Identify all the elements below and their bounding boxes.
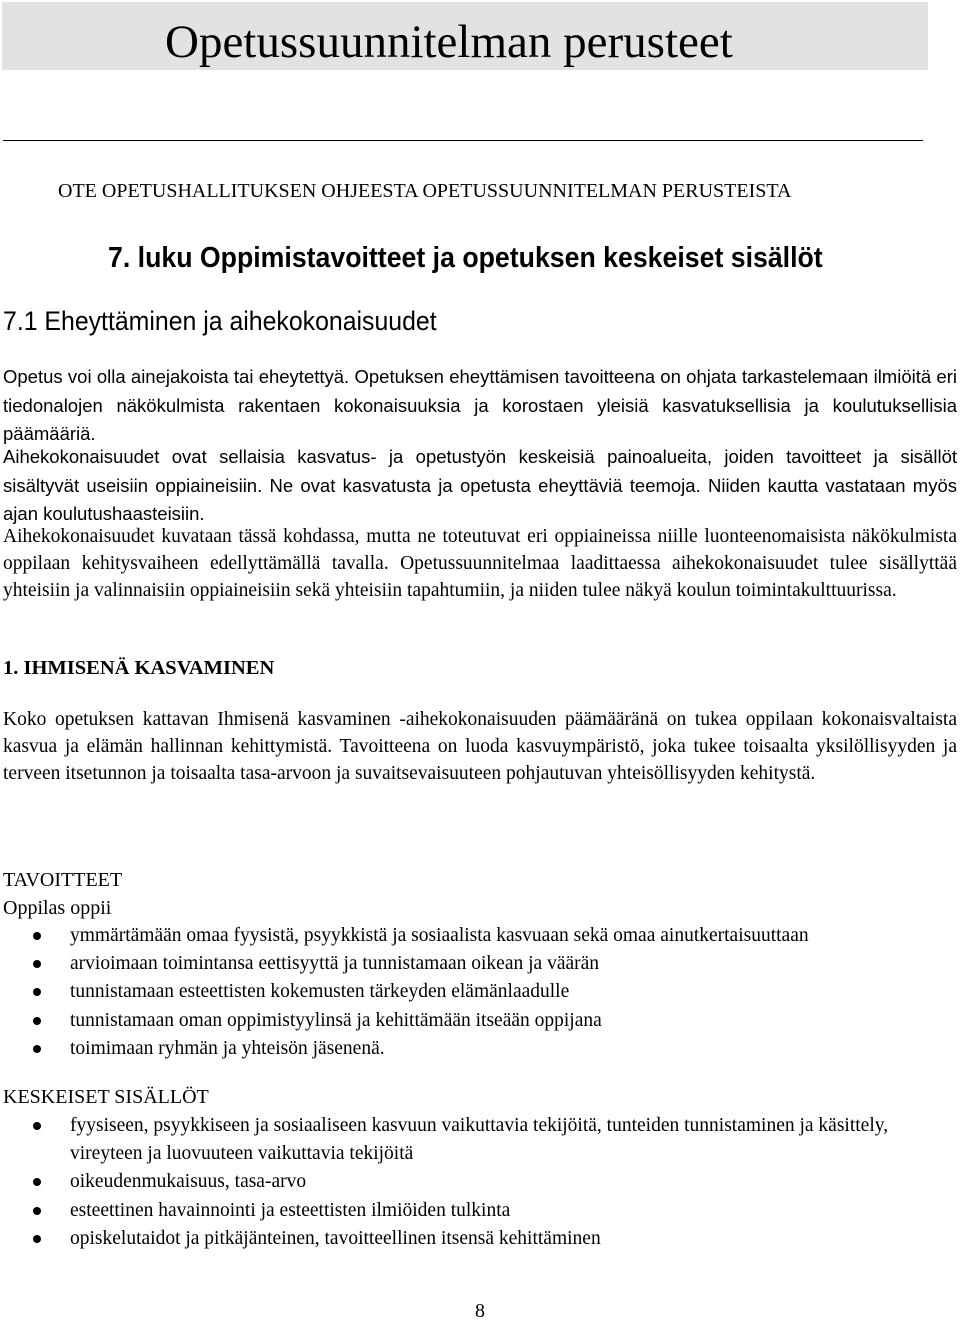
- list-item: ymmärtämään omaa fyysistä, psyykkistä ja sosiaalista kasvuaan sekä omaa ainutkertaisuuttaan: [0, 922, 960, 950]
- list-item: opiskelutaidot ja pitkäjänteinen, tavoitteellinen itsensä kehittäminen: [0, 1225, 960, 1253]
- bullet-icon: [33, 1017, 41, 1025]
- bullet-icon: [33, 1122, 41, 1130]
- list-item: arvioimaan toimintansa eettisyyttä ja tunnistamaan oikean ja väärän: [0, 950, 960, 978]
- goals-intro: Oppilas oppii: [3, 897, 112, 919]
- intro-paragraph-2: Aihekokonaisuudet ovat sellaisia kasvatus- ja opetustyön keskeisiä painoalueita, joiden tavoitteet ja sisällöt sisältyvät useisiin oppiaineisiin. Ne ovat kasvatusta ja opetusta eheyttäviä teemoja. Niiden kautta vastataan myös ajan koulutushaasteisiin.: [3, 446, 957, 524]
- bullet-icon: [33, 960, 41, 968]
- contents-heading: KESKEISET SISÄLLÖT: [3, 1086, 209, 1108]
- goals-list: [0, 922, 960, 1063]
- section-title: 7.1 Eheyttäminen ja aihekokonaisuudet: [3, 306, 437, 336]
- list-item: tunnistamaan oman oppimistyylinsä ja kehittämään itseään oppijana: [0, 1007, 960, 1035]
- goals-heading: TAVOITTEET: [3, 869, 123, 891]
- theme-heading: 1. IHMISENÄ KASVAMINEN: [3, 657, 275, 679]
- list-item: tunnistamaan esteettisten kokemusten tärkeyden elämänlaadulle: [0, 978, 960, 1006]
- header-band: [2, 2, 928, 70]
- horizontal-rule: [3, 140, 923, 141]
- bullet-icon: [33, 1045, 41, 1053]
- bullet-icon: [33, 1207, 41, 1215]
- intro-paragraph-1: Opetus voi olla ainejakoista tai eheytettyä. Opetuksen eheyttämisen tavoitteena on ohjata tarkastelemaan ilmiöitä eri tiedonalojen näkökulmista rakentaen kokonaisuuksia ja korostaen yleisiä kasvatuksellisia ja koulutuksellisia päämääriä.: [3, 366, 957, 444]
- document-title: Opetussuunnitelman perusteet: [165, 16, 733, 68]
- body-paragraph: Aihekokonaisuudet kuvataan tässä kohdassa, mutta ne toteutuvat eri oppiaineissa niille luonteenomaisista näkökulmista oppilaan kehitysvaiheen edellyttämällä tavalla. Opetussuunnitelmaa laadittaessa aihekokonaisuudet tulee sisällyttää yhteisiin ja valinnaisiin oppiaineisiin sekä yhteisiin tapahtumiin, ja niiden tulee näkyä koulun toimintakulttuurissa.: [3, 526, 957, 601]
- chapter-title: 7. luku Oppimistavoitteet ja opetuksen keskeiset sisällöt: [108, 242, 823, 274]
- bullet-icon: [33, 1178, 41, 1186]
- list-item: esteettinen havainnointi ja esteettisten ilmiöiden tulkinta: [0, 1197, 960, 1225]
- bullet-icon: [33, 988, 41, 996]
- contents-list: [0, 1112, 960, 1253]
- theme-paragraph: Koko opetuksen kattavan Ihmisenä kasvaminen -aihekokonaisuuden päämääränä on tukea oppilaan kokonaisvaltaista kasvua ja elämän hallinnan kehittymistä. Tavoitteena on luoda kasvuympäristö, joka tukee toisaalta yksilöllisyyden ja terveen itsetunnon ja toisaalta tasa-arvoon ja suvaitsevaisuuteen pohjautuvan yhteisöllisyyden kehitystä.: [3, 709, 957, 784]
- bullet-icon: [33, 1235, 41, 1243]
- excerpt-line: OTE OPETUSHALLITUKSEN OHJEESTA OPETUSSUUNNITELMAN PERUSTEISTA: [58, 180, 792, 202]
- bullet-icon: [33, 932, 41, 940]
- list-item: fyysiseen, psyykkiseen ja sosiaaliseen kasvuun vaikuttavia tekijöitä, tunteiden tunnistaminen ja käsittely, vireyteen ja luovuuteen vaikuttavia tekijöitä: [0, 1112, 960, 1168]
- list-item: toimimaan ryhmän ja yhteisön jäsenenä.: [0, 1035, 960, 1063]
- list-item: oikeudenmukaisuus, tasa-arvo: [0, 1168, 960, 1196]
- page-number: 8: [475, 1300, 485, 1322]
